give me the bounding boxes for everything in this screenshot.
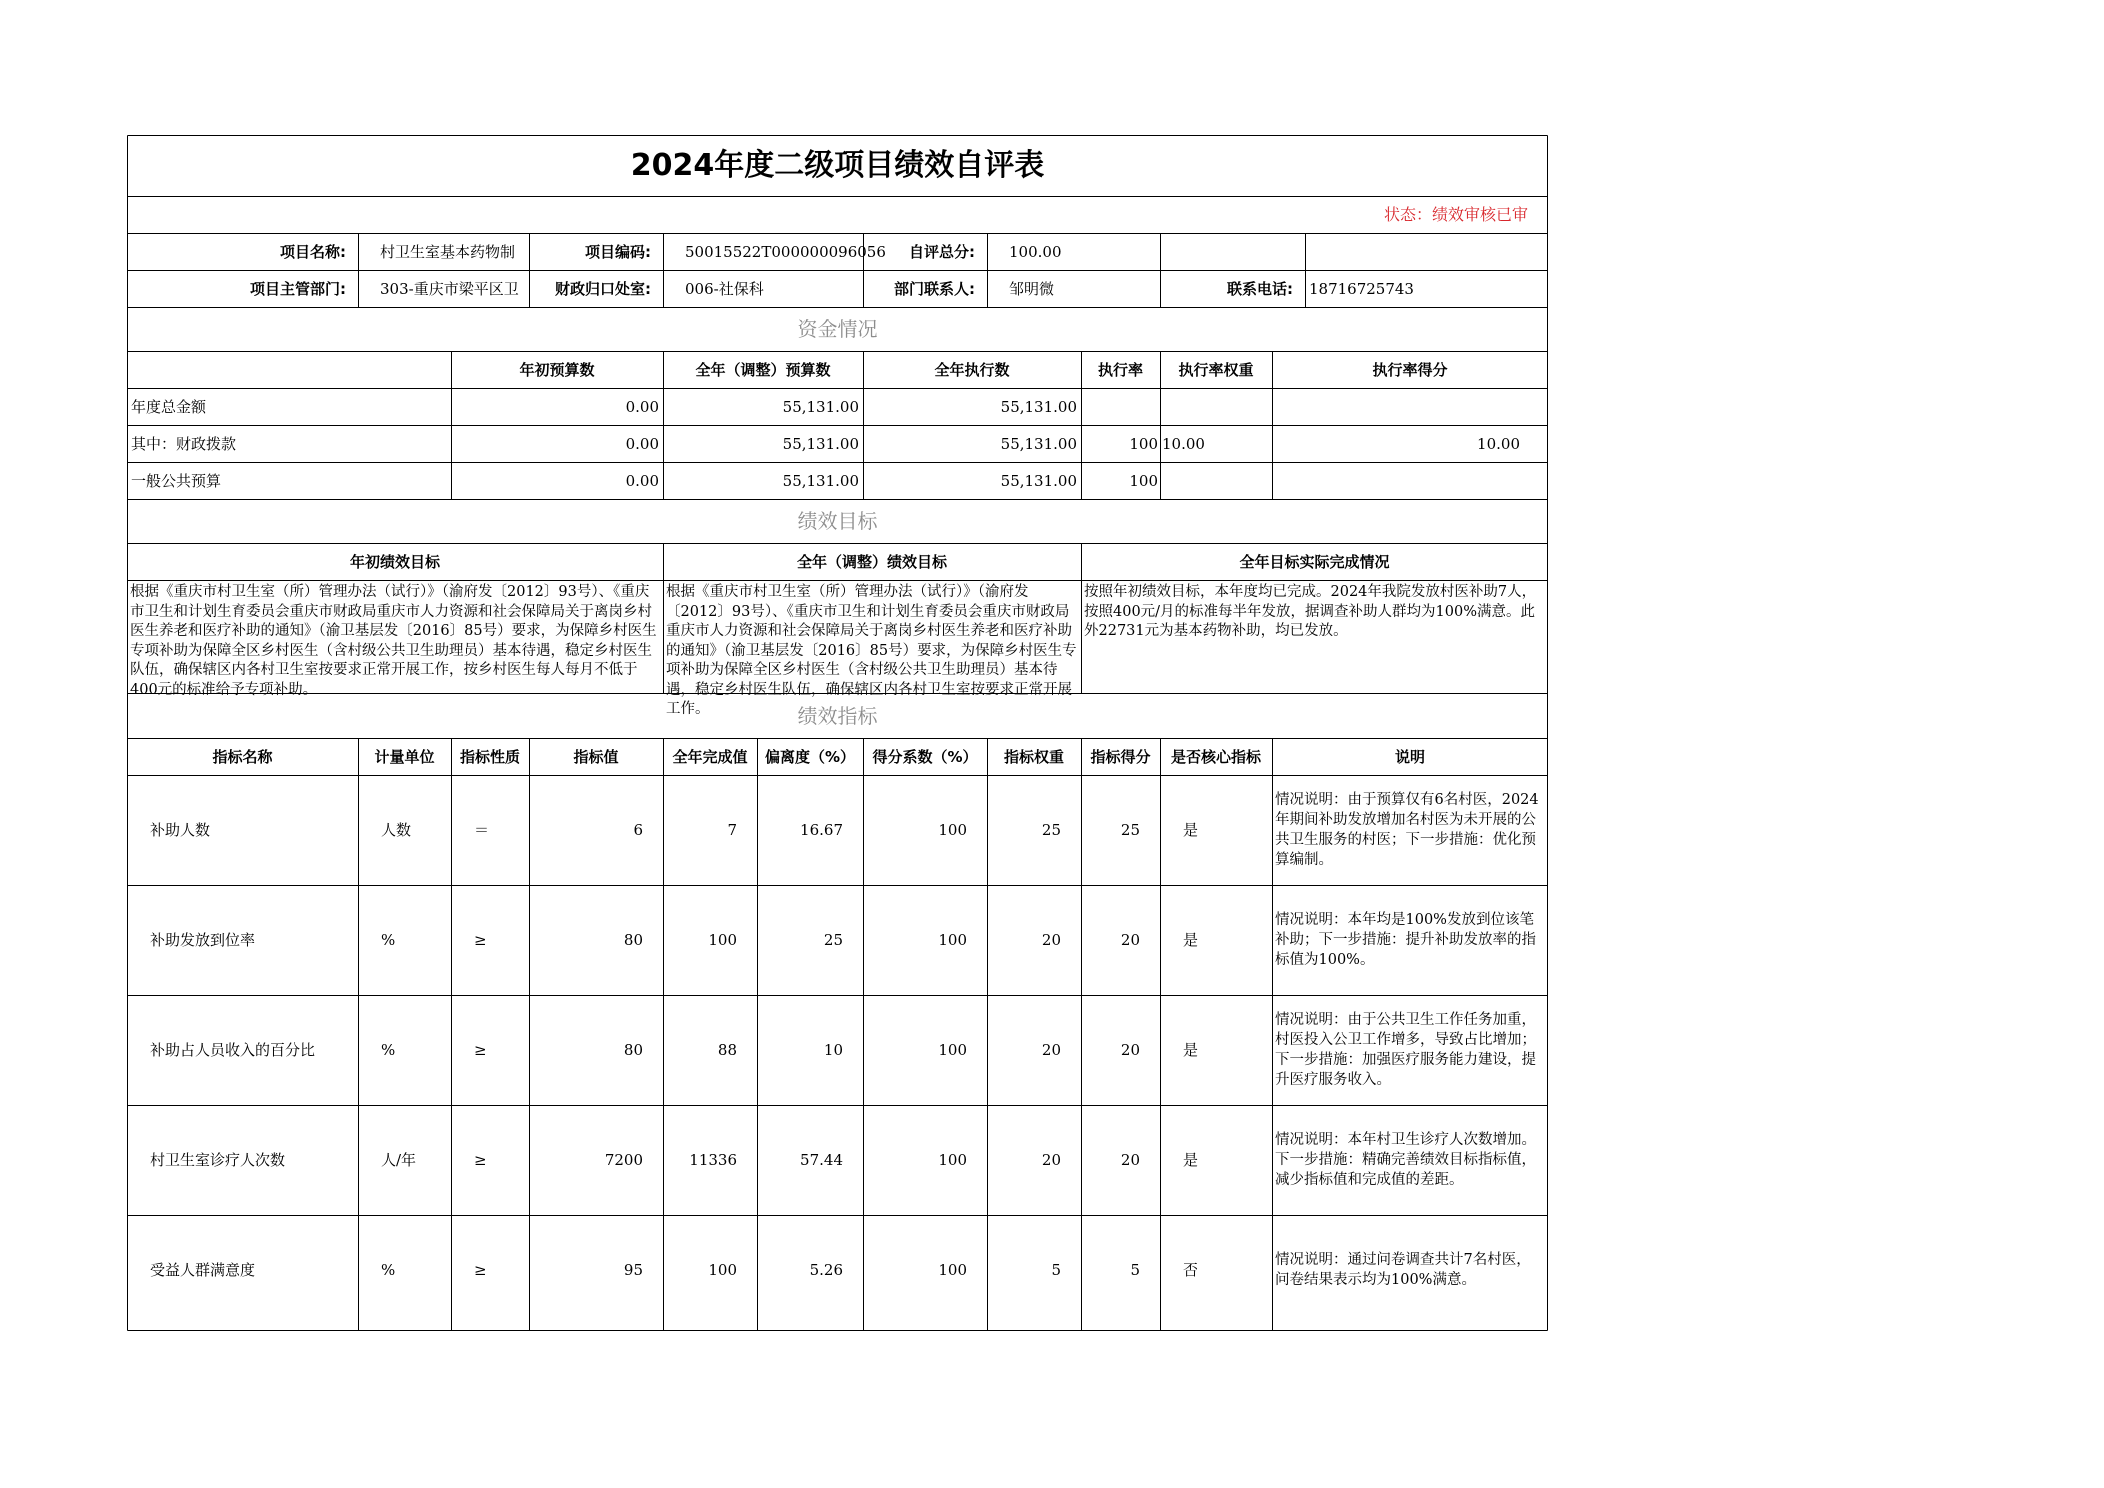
indicator-header-core: 是否核心指标 — [1170, 747, 1261, 766]
indicator-header-deviation: 偏离度（%） — [764, 747, 856, 766]
indicator-score-cell: 20 — [1120, 1151, 1140, 1169]
total-score-value: 100.00 — [1009, 242, 1062, 261]
finance-office-value: 006-社保科 — [685, 279, 764, 298]
indicator-target-cell: 80 — [623, 931, 643, 949]
indicator-actual-cell: 88 — [717, 1041, 737, 1059]
indicator-deviation-cell: 16.67 — [800, 821, 843, 839]
indicator-weight-cell: 25 — [1041, 821, 1061, 839]
indicator-unit-cell: 人数 — [381, 821, 412, 839]
project-code-label: 项目编码: — [585, 242, 651, 261]
indicator-nature-cell: ≥ — [474, 1151, 487, 1169]
indicator-header-nature: 指标性质 — [459, 747, 520, 766]
indicator-header-actual: 全年完成值 — [672, 747, 748, 766]
funds-adjusted-value: 55,131.00 — [782, 434, 859, 453]
goals-header-adjusted: 全年（调整）绩效目标 — [796, 552, 947, 571]
department-value: 303-重庆市梁平区卫 — [380, 279, 519, 298]
indicator-coefficient-cell: 100 — [938, 1151, 967, 1169]
indicator-deviation-cell: 25 — [823, 931, 843, 949]
indicator-header-target: 指标值 — [573, 747, 619, 766]
indicator-nature-cell: ≥ — [474, 931, 487, 949]
initial-goal-text: 根据《重庆市村卫生室（所）管理办法（试行）》（渝府发〔2012〕93号）、《重庆市卫生和计划生育委员会重庆市财政局重庆市人力资源和社会保障局关于离岗乡村医生养老和医疗补助的通知》（渝卫基层发〔2016〕85号）要求，为保障乡村医生专项补助为保障全区乡村医生（含村级公共卫生助理员）基本待遇，稳定乡村医生队伍，确保辖区内各村卫生室按要求正常开展工作，按乡村医生每人每月不低于400元的标准给予专项补助。 — [130, 584, 657, 698]
indicator-core-cell: 是 — [1183, 821, 1199, 839]
indicator-target-cell: 80 — [623, 1041, 643, 1059]
funds-adjusted-value: 55,131.00 — [782, 397, 859, 416]
indicators-section-title: 绩效指标 — [797, 703, 878, 728]
indicator-nature-cell: ≥ — [474, 1041, 487, 1059]
funds-rate-value: 100 — [1129, 434, 1158, 453]
indicator-note-cell: 情况说明：通过问卷调查共计7名村医，问卷结果表示均为100%满意。 — [1275, 1252, 1531, 1288]
funds-executed-value: 55,131.00 — [1000, 434, 1077, 453]
indicator-name-cell: 村卫生室诊疗人次数 — [150, 1151, 286, 1169]
indicator-unit-cell: % — [381, 931, 396, 949]
funds-initial-value: 0.00 — [625, 471, 659, 490]
status-badge: 状态：绩效审核已审 — [1383, 204, 1528, 224]
actual-completion-text: 按照年初绩效目标，本年度均已完成。2024年我院发放村医补助7人，按照400元/月的标准每半年发放，据调查补助人群均为100%满意。此外22731元为基本药物补助，均已发放。 — [1084, 584, 1537, 639]
page-title: 2024年度二级项目绩效自评表 — [630, 147, 1045, 183]
project-name-label: 项目名称: — [280, 242, 346, 261]
indicator-deviation-cell: 10 — [823, 1041, 843, 1059]
finance-office-label: 财政归口处室: — [555, 279, 651, 298]
funds-initial-value: 0.00 — [625, 397, 659, 416]
contact-label: 部门联系人: — [894, 279, 975, 298]
indicator-score-cell: 25 — [1120, 821, 1140, 839]
indicator-note-cell: 情况说明：由于公共卫生工作任务加重，村医投入公卫工作增多，导致占比增加；下一步措施：加强医疗服务能力建设，提升医疗服务收入。 — [1275, 1012, 1536, 1088]
indicator-unit-cell: 人/年 — [381, 1151, 417, 1169]
indicator-coefficient-cell: 100 — [938, 821, 967, 839]
contact-value: 邹明微 — [1009, 279, 1055, 298]
project-code-value: 50015522T000000096056 — [685, 242, 886, 261]
indicator-core-cell: 否 — [1183, 1261, 1199, 1279]
funds-header-score: 执行率得分 — [1372, 360, 1448, 379]
indicator-actual-cell: 7 — [727, 821, 737, 839]
self-evaluation-sheet — [127, 135, 1548, 1331]
funds-score-value — [1272, 388, 1548, 425]
goals-section-title: 绩效目标 — [797, 509, 878, 533]
funds-row-label: 其中：财政拨款 — [131, 434, 237, 453]
indicator-name-cell: 受益人群满意度 — [150, 1261, 256, 1279]
indicator-header-coefficient: 得分系数（%） — [872, 747, 978, 766]
funds-rate-value: 100 — [1129, 471, 1158, 490]
indicator-weight-cell: 20 — [1041, 931, 1061, 949]
department-label: 项目主管部门: — [250, 279, 346, 298]
indicator-coefficient-cell: 100 — [938, 1041, 967, 1059]
funds-row-label: 年度总金额 — [131, 397, 207, 416]
indicator-note-cell: 情况说明：本年村卫生诊疗人次数增加。下一步措施：精确完善绩效目标指标值，减少指标值和完成值的差距。 — [1275, 1132, 1536, 1188]
funds-weight-value — [1160, 462, 1272, 499]
funds-initial-value: 0.00 — [625, 434, 659, 453]
indicator-score-cell: 20 — [1120, 1041, 1140, 1059]
funds-weight-value: 10.00 — [1162, 434, 1205, 453]
indicator-score-cell: 5 — [1130, 1261, 1140, 1279]
indicator-actual-cell: 11336 — [689, 1151, 737, 1169]
funds-score-value — [1272, 462, 1548, 499]
indicator-nature-cell: ≥ — [474, 1261, 487, 1279]
phone-value: 18716725743 — [1309, 279, 1414, 298]
indicator-core-cell: 是 — [1183, 1151, 1199, 1169]
indicator-name-cell: 补助占人员收入的百分比 — [150, 1041, 316, 1059]
indicator-note-cell: 情况说明：本年均是100%发放到位该笔补助；下一步措施：提升补助发放率的指标值为100%。 — [1275, 912, 1536, 968]
funds-rate-value — [1081, 388, 1160, 425]
indicator-target-cell: 95 — [623, 1261, 643, 1279]
indicator-coefficient-cell: 100 — [938, 1261, 967, 1279]
indicator-header-name: 指标名称 — [212, 747, 273, 766]
indicator-header-unit: 计量单位 — [374, 747, 435, 766]
indicator-core-cell: 是 — [1183, 931, 1199, 949]
indicator-unit-cell: % — [381, 1041, 396, 1059]
funds-header-adjusted: 全年（调整）预算数 — [695, 360, 831, 379]
funds-score-value: 10.00 — [1477, 434, 1520, 453]
total-score-label: 自评总分: — [909, 242, 975, 261]
indicator-weight-cell: 20 — [1041, 1041, 1061, 1059]
funds-executed-value: 55,131.00 — [1000, 471, 1077, 490]
funds-header-weight: 执行率权重 — [1178, 360, 1254, 379]
funds-executed-value: 55,131.00 — [1000, 397, 1077, 416]
funds-header-rate: 执行率 — [1097, 360, 1143, 379]
funds-header-initial: 年初预算数 — [519, 360, 595, 379]
indicator-unit-cell: % — [381, 1261, 396, 1279]
indicator-actual-cell: 100 — [708, 931, 737, 949]
indicator-actual-cell: 100 — [708, 1261, 737, 1279]
indicator-weight-cell: 5 — [1051, 1261, 1061, 1279]
indicator-score-cell: 20 — [1120, 931, 1140, 949]
phone-label: 联系电话: — [1227, 279, 1293, 298]
indicator-target-cell: 7200 — [604, 1151, 643, 1169]
goals-header-initial: 年初绩效目标 — [349, 552, 440, 571]
indicator-note-cell: 情况说明：由于预算仅有6名村医，2024年期间补助发放增加名村医为未开展的公共卫生服务的村医；下一步措施：优化预算编制。 — [1275, 792, 1539, 868]
indicator-weight-cell: 20 — [1041, 1151, 1061, 1169]
indicator-header-score: 指标得分 — [1090, 747, 1151, 766]
indicator-target-cell: 6 — [633, 821, 643, 839]
funds-header-executed: 全年执行数 — [934, 360, 1010, 379]
funds-weight-value — [1160, 388, 1272, 425]
indicator-core-cell: 是 — [1183, 1041, 1199, 1059]
funds-adjusted-value: 55,131.00 — [782, 471, 859, 490]
indicator-deviation-cell: 5.26 — [809, 1261, 843, 1279]
adjusted-goal-text: 根据《重庆市村卫生室（所）管理办法（试行）》（渝府发〔2012〕93号）、《重庆市卫生和计划生育委员会重庆市财政局重庆市人力资源和社会保障局关于离岗乡村医生养老和医疗补助的通知》（渝卫基层发〔2016〕85号）要求，为保障乡村医生专项补助为保障全区乡村医生（含村级公共卫生助理员）基本待遇，稳定乡村医生队伍，确保辖区内各村卫生室按要求正常开展工作。 — [666, 584, 1077, 717]
indicator-header-note: 说明 — [1394, 747, 1425, 766]
project-name-value: 村卫生室基本药物制 — [380, 242, 516, 261]
indicator-nature-cell: ＝ — [474, 821, 490, 839]
indicator-deviation-cell: 57.44 — [800, 1151, 843, 1169]
goals-header-actual: 全年目标实际完成情况 — [1239, 552, 1390, 571]
funds-section-title: 资金情况 — [797, 317, 878, 341]
indicator-header-weight: 指标权重 — [1003, 747, 1064, 766]
funds-row-label: 一般公共预算 — [131, 471, 222, 490]
indicator-name-cell: 补助人数 — [150, 821, 211, 839]
indicator-coefficient-cell: 100 — [938, 931, 967, 949]
indicator-name-cell: 补助发放到位率 — [150, 931, 256, 949]
